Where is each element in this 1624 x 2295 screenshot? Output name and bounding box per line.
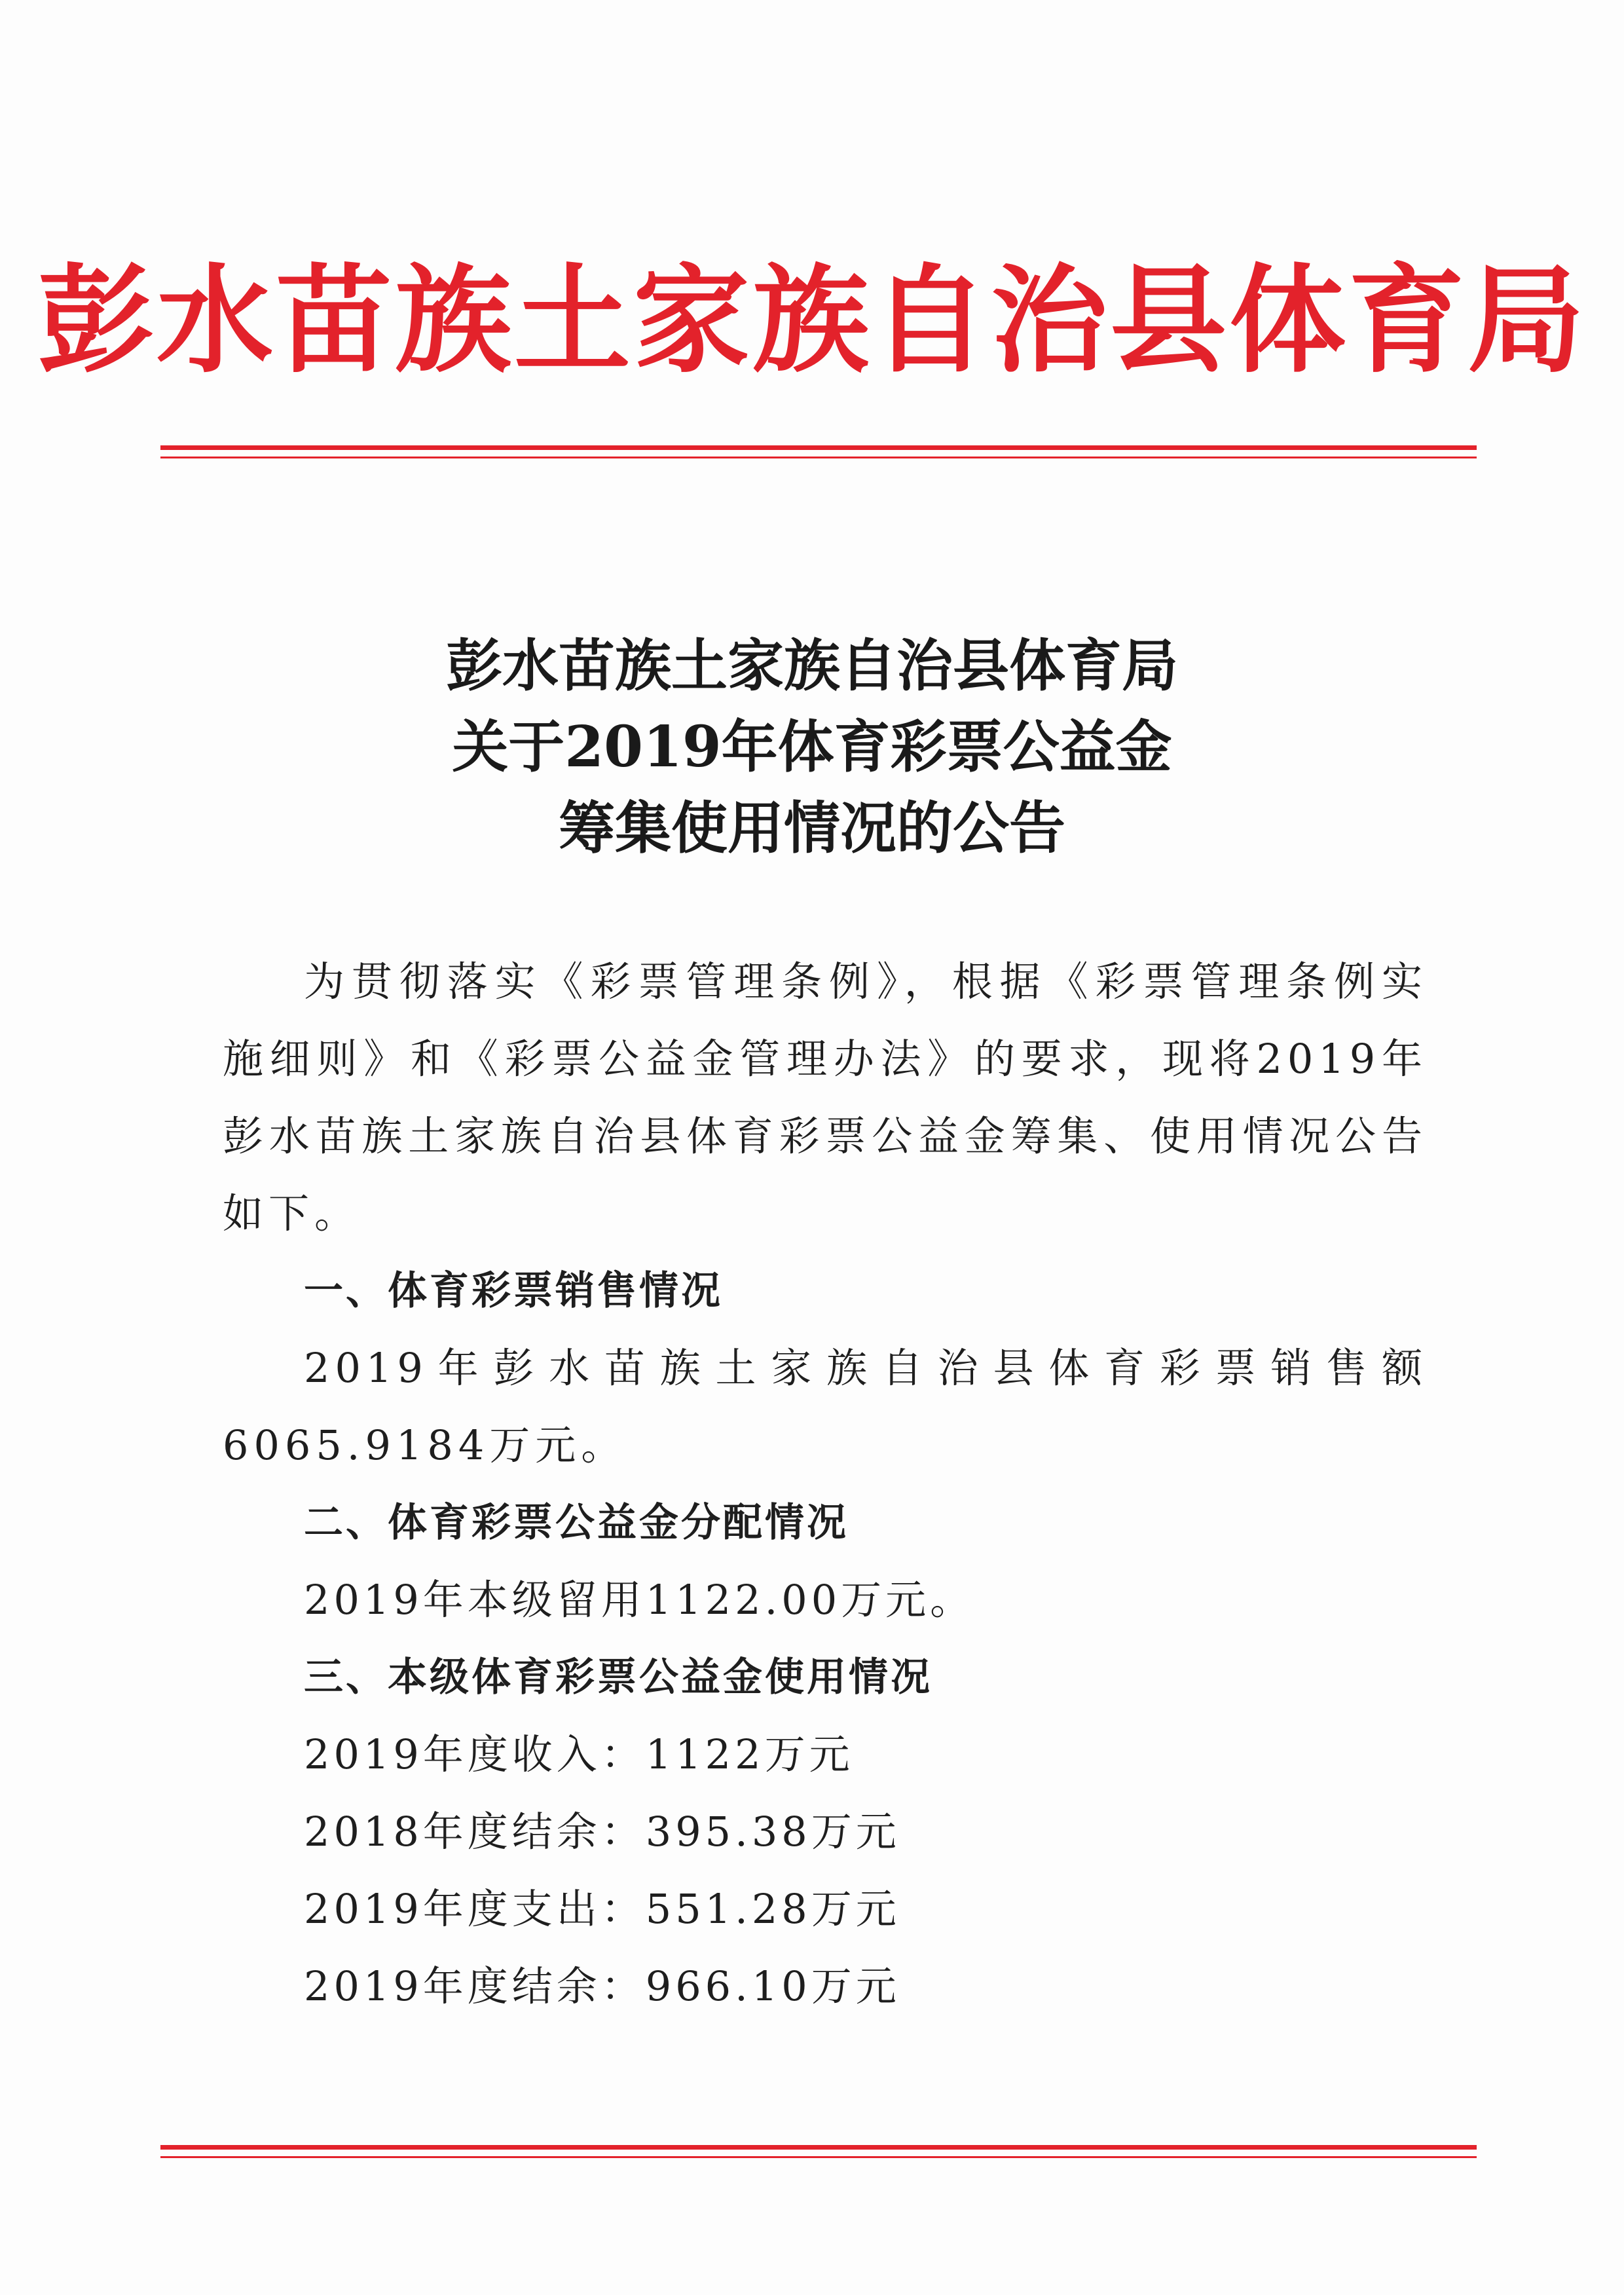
title-line-2: 关于2019年体育彩票公益金 bbox=[452, 714, 1172, 780]
section-1-heading: 一、体育彩票销售情况 bbox=[304, 1268, 723, 1314]
section-2-heading: 二、体育彩票公益金分配情况 bbox=[304, 1500, 849, 1546]
section-2-text: 2019年本级留用1122.00万元。 bbox=[304, 1576, 975, 1624]
document-title bbox=[0, 625, 1624, 869]
title-line-3: 筹集使用情况的公告 bbox=[559, 795, 1065, 861]
title-line-1: 彭水苗族土家族自治县体育局 bbox=[446, 633, 1178, 699]
intro-paragraph: 为贯彻落实《彩票管理条例》，根据《彩票管理条例实施细则》和《彩票公益金管理办法》的要求，现将2019年彭水苗族土家族自治县体育彩票公益金筹集、使用情况公告如下。 bbox=[223, 958, 1428, 1237]
expenditure-2019: 2019年度支出：551.28万元 bbox=[304, 1885, 900, 1933]
footer-divider bbox=[160, 2145, 1477, 2158]
balance-2019: 2019年度结余：966.10万元 bbox=[304, 1962, 900, 2010]
document-body bbox=[223, 943, 1428, 2025]
letterhead-org-name: 彭水苗族土家族自治县体育局 bbox=[37, 253, 1587, 388]
section-3-heading: 三、本级体育彩票公益金使用情况 bbox=[304, 1654, 932, 1700]
letterhead-divider bbox=[160, 445, 1477, 458]
section-1-text: 2019年彭水苗族土家族自治县体育彩票销售额6065.9184万元。 bbox=[223, 1344, 1428, 1469]
balance-2018: 2018年度结余：395.38万元 bbox=[304, 1808, 900, 1856]
income-2019: 2019年度收入：1122万元 bbox=[304, 1730, 854, 1778]
